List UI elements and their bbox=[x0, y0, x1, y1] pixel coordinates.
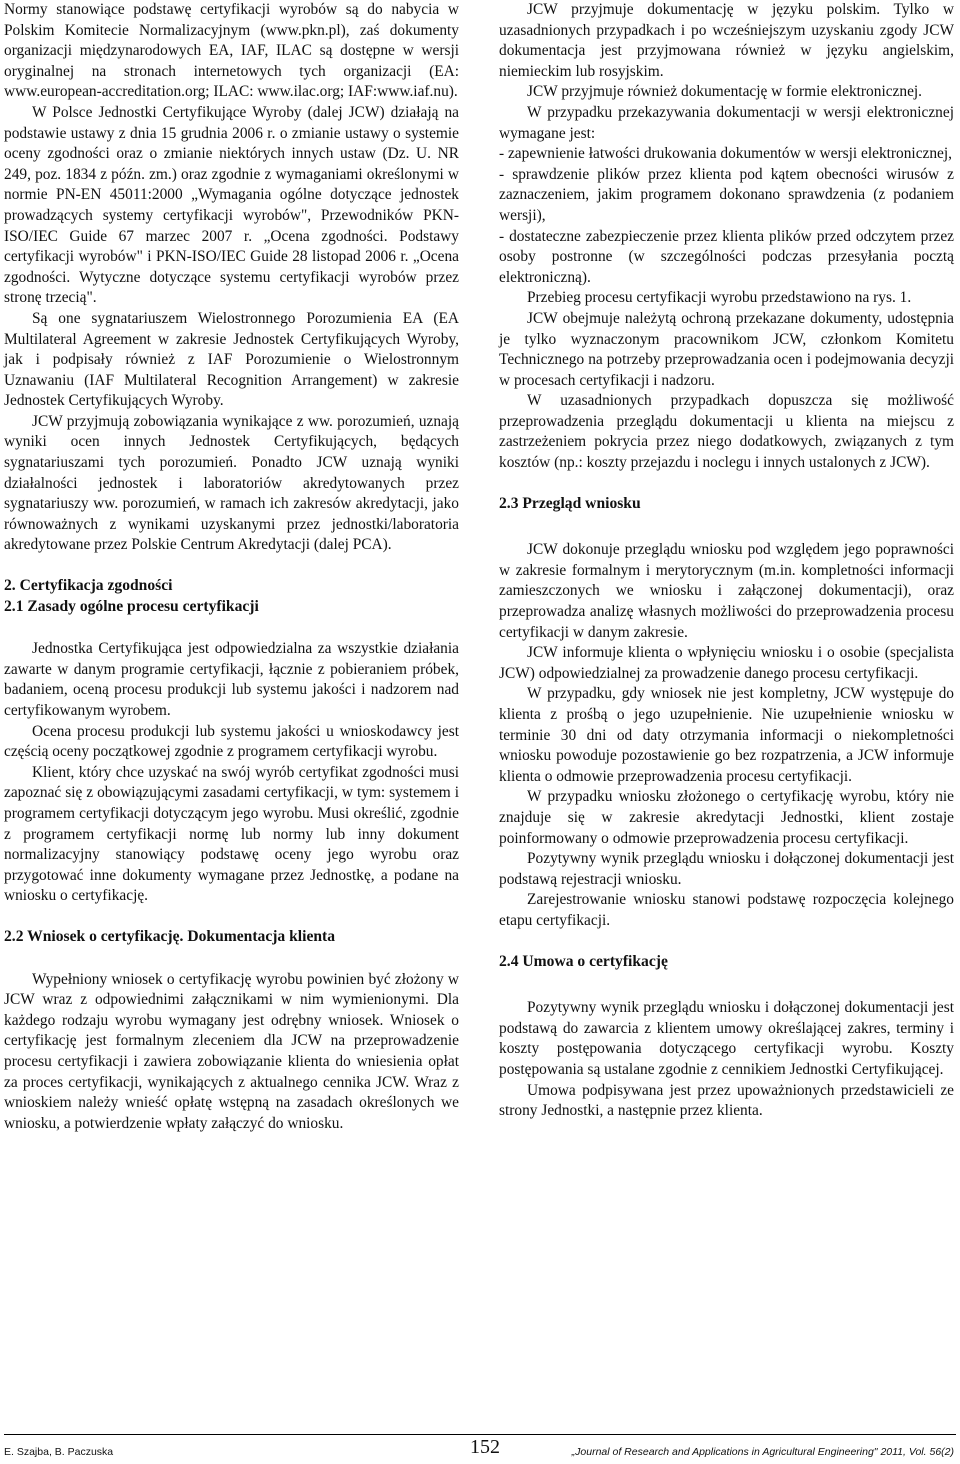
page-number: 152 bbox=[470, 1436, 500, 1458]
left-column bbox=[4, 0, 459, 1134]
paragraph: Są one sygnatariuszem Wielostronnego Porozumienia EA (EA Multilateral Agreement w zakresie Jednostek Certyfikujących Wyroby, jak i podpisały również z IAF Porozumienie o Wielostronnym Uznawaniu (IAF Multilateral Recognition Arrangement) w zakresie Jednostek Certyfikujących Wyroby. bbox=[4, 309, 459, 410]
paragraph: Wypełniony wniosek o certyfikację wyrobu powinien być złożony w JCW wraz z odpowiednimi załącznikami w nim wymienionymi. Dla każdego rodzaju wyrobu wymagany jest odrębny wniosek. Wniosek o certyfikację jest formalnym zleceniem dla JCW na przeprowadzenie procesu certyfikacji i zawiera zobowiązanie klienta do wniesienia opłat za proces certyfikacji, wynikających z aktualnego cennika JCW. Wraz z wnioskiem należy wnieść opłatę wstępną na zasadach określonych we wniosku, a potwierdzenie wpłaty załączyć do wniosku. bbox=[4, 970, 459, 1132]
footer-journal: „Journal of Research and Applications in Agricultural Engineering" 2011, Vol. 56(2) bbox=[571, 1446, 954, 1458]
right-column bbox=[499, 0, 954, 1122]
page-footer bbox=[0, 1428, 960, 1464]
paragraph: W przypadku wniosku złożonego o certyfikację wyrobu, który nie znajduje się w zakresie akredytacji Jednostki, klient zostaje poinformowany o odmowie przeprowadzenia procesu certyfikacji. bbox=[499, 788, 954, 847]
paragraph: JCW dokonuje przeglądu wniosku pod względem jego poprawności w zakresie formalnym i merytorycznym (m.in. kompletności informacji zamieszczonych we wniosku i załączonej dokumentacji), oraz przeprowadza analizę własnych możliwości do przeprowadzenia procesu certyfikacji w danym zakresie. bbox=[499, 541, 954, 641]
paragraph: W Polsce Jednostki Certyfikujące Wyroby (dalej JCW) działają na podstawie ustawy z dnia 15 grudnia 2006 r. o zmianie ustawy o systemie oceny zgodności oraz o zmianie niektórych innych ustaw (Dz. U. NR 249, poz. 1834 z późn. zm.) oraz zgodnie z wymaganiami określonymi w normie PN-EN 45011:2000 „Wymagania ogólne dotyczące jednostek prowadzących systemy certyfikacji wyrobów", Przewodników PKN-ISO/IEC Guide 67 marzec 2007 r. „Ocena zgodności. Podstawy certyfikacji wyrobów" i PKN-ISO/IEC Guide 28 listopad 2006 r. „Ocena zgodności. Wytyczne dotyczące systemu certyfikacji wyrobów przez stronę trzecią". bbox=[4, 103, 459, 307]
section-heading: 2. Certyfikacja zgodności bbox=[4, 577, 173, 595]
paragraph: JCW obejmuje należytą ochroną przekazane dokumenty, udostępnia je tylko wyznaczonym pracownikom JCW, członkom Komitetu Technicznego na potrzeby przeprowadzania ocen i podejmowania decyzji w procesach certyfikacji i nadzoru. bbox=[499, 309, 954, 389]
paragraph: Ocena procesu produkcji lub systemu jakości u wnioskodawcy jest częścią oceny początkowej zgodnie z programem certyfikacji wyrobu. bbox=[4, 722, 459, 761]
paragraph: W uzasadnionych przypadkach dopuszcza się możliwość przeprowadzenia przeglądu dokumentacji u klienta na miejscu z zastrzeżeniem pokrycia przez niego dodatkowych, związanych z tym kosztów (np.: koszty przejazdu i noclegu i innych ustalonych z JCW). bbox=[499, 392, 954, 472]
paragraph: JCW przyjmują zobowiązania wynikające z ww. porozumień, uznają wyniki ocen innych Jednostek Certyfikujących, będących sygnatariuszami tych porozumień. Ponadto JCW uznają wyniki działalności jednostek i laboratoriów akredytowanych przez sygnatariuszy ww. porozumień, w ramach ich zakresów akredytacji, jako równoważnych z wynikami uzyskanymi przez jednostki/laboratoria akredytowane przez Polskie Centrum Akredytacji (dalej PCA). bbox=[4, 412, 459, 554]
paragraph: W przypadku przekazywania dokumentacji w wersji elektronicznej wymagane jest: bbox=[499, 103, 954, 142]
subsection-heading: 2.3 Przegląd wniosku bbox=[499, 494, 641, 512]
paragraph: JCW przyjmuje również dokumentację w formie elektronicznej. bbox=[527, 83, 923, 101]
paragraph: Umowa podpisywana jest przez upoważnionych przedstawicieli ze strony Jednostki, a następnie przez klienta. bbox=[499, 1081, 954, 1120]
subsection-heading: 2.2 Wniosek o certyfikację. Dokumentacja klienta bbox=[4, 927, 336, 945]
subsection-heading: 2.1 Zasady ogólne procesu certyfikacji bbox=[4, 597, 259, 615]
list-item: - sprawdzenie plików przez klienta pod kątem obecności wirusów z zaznaczeniem, jakim programem dokonano sprawdzenia (z podaniem wersji), bbox=[499, 165, 954, 224]
list-item: - zapewnienie łatwości drukowania dokumentów w wersji elektronicznej, bbox=[499, 145, 953, 163]
list-item: - dostateczne zabezpieczenie przez klienta plików przed odczytem przez osoby postronne (w szczególności podczas przesyłania pocztą elektroniczną). bbox=[499, 227, 954, 286]
paragraph: W przypadku, gdy wniosek nie jest kompletny, JCW występuje do klienta z prośbą o jego uzupełnienie. Nie uzupełnienie wniosku w terminie 30 dni od daty otrzymania informacji o niekompletności wniosku powoduje pozostawienie go bez rozpatrzenia, a JCW informuje klienta o odmowie przeprowadzenia procesu certyfikacji. bbox=[499, 685, 954, 785]
footer-divider bbox=[4, 1434, 956, 1435]
footer-authors: E. Szajba, B. Paczuska bbox=[4, 1446, 114, 1458]
paragraph: Pozytywny wynik przeglądu wniosku i dołączonej dokumentacji jest podstawą do zawarcia z klientem umowy określającej zakres, terminy i koszty postępowania dotyczącego certyfikacji wyrobu. Koszty postępowania są ustalane zgodnie z cennikiem Jednostki Certyfikującej. bbox=[499, 999, 954, 1078]
paragraph: Zarejestrowanie wniosku stanowi podstawę rozpoczęcia kolejnego etapu certyfikacji. bbox=[499, 891, 954, 929]
paragraph: Przebieg procesu certyfikacji wyrobu przedstawiono na rys. 1. bbox=[527, 289, 912, 307]
paragraph: Normy stanowiące podstawę certyfikacji wyrobów są do nabycia w Polskim Komitecie Normalizacyjnym (www.pkn.pl), zaś dokumenty organizacji międzynarodowych EA, IAF, ILAC są dostępne w wersji oryginalnej na stronach internetowych tych organizacji (EA: www.european-accreditation.org; ILAC: www.ilac.org; IAF:www.iaf.nu). bbox=[4, 1, 459, 101]
paragraph: Jednostka Certyfikująca jest odpowiedzialna za wszystkie działania zawarte w danym programie certyfikacji, łącznie z pobieraniem próbek, badaniem, oceną procesu produkcji lub systemu jakości i nadzorem nad certyfikowanym wyrobem. bbox=[4, 640, 459, 719]
paragraph: Pozytywny wynik przeglądu wniosku i dołączonej dokumentacji jest podstawą rejestracji wniosku. bbox=[499, 850, 954, 888]
paragraph: JCW przyjmuje dokumentację w języku polskim. Tylko w uzasadnionych przypadkach i po wcześniejszym uzyskaniu zgody JCW dokumentacja jest przyjmowana również w języku angielskim, niemieckim lub rosyjskim. bbox=[499, 1, 954, 80]
paragraph: Klient, który chce uzyskać na swój wyrób certyfikat zgodności musi zapoznać się z obowiązującymi zasadami certyfikacji, w tym: systemem i programem certyfikacji dotyczącym jego wyrobu. Musi określić, zgodnie z programem certyfikacji normę lub normy lub inny dokument normalizacyjny stanowiący podstawę oceny jego wyrobu oraz przygotować inne dokumenty wymagane przez Jednostkę, a podane na wniosku o certyfikację. bbox=[4, 763, 459, 905]
paragraph: JCW informuje klienta o wpłynięciu wniosku i o osobie (specjalista JCW) odpowiedzialnej za prowadzenie danego procesu certyfikacji. bbox=[499, 644, 954, 682]
subsection-heading: 2.4 Umowa o certyfikację bbox=[499, 952, 668, 970]
